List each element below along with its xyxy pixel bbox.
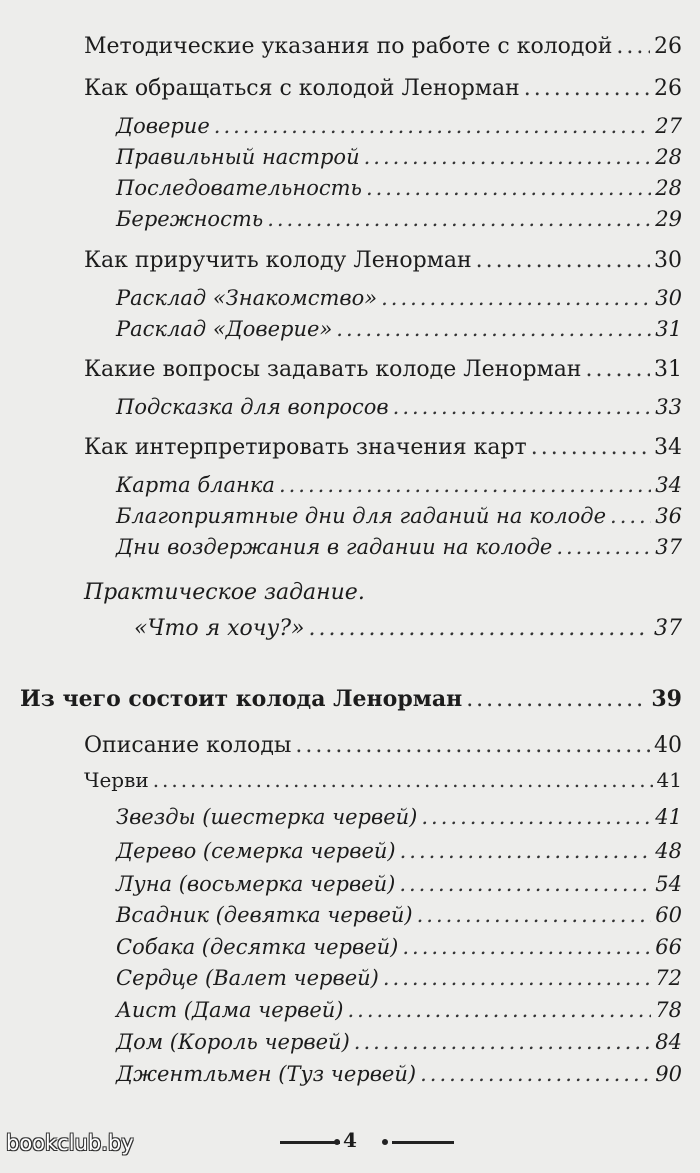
practical-task-title: Практическое задание. <box>84 580 365 605</box>
toc-entry <box>116 1062 682 1086</box>
section-heading <box>20 686 682 712</box>
toc-entry-title: Расклад «Доверие» <box>116 317 333 341</box>
toc-entry-page: 29 <box>655 207 682 231</box>
toc-entry-title: Всадник (девятка червей) <box>116 903 413 927</box>
toc-entry-title: Какие вопросы задавать колоде Ленорман <box>84 357 582 382</box>
toc-entry-page: 40 <box>654 733 682 758</box>
toc-entry-title: Луна (восьмерка червей) <box>116 872 396 896</box>
footer-ornament-right <box>392 1141 454 1144</box>
toc-entry-title: Расклад «Знакомство» <box>116 286 378 310</box>
toc-entry-page: 30 <box>655 286 682 310</box>
toc-entry-page: 27 <box>655 114 682 138</box>
toc-entry-page: 26 <box>654 76 682 101</box>
leader-dots <box>393 395 652 419</box>
toc-entry-title: Дни воздержания в гадании на колоде <box>116 535 553 559</box>
toc-entry-title: Звезды (шестерка червей) <box>116 805 418 829</box>
toc-entry-title: Дерево (семерка червей) <box>116 839 396 863</box>
leader-dots <box>366 176 651 200</box>
toc-entry <box>116 805 682 829</box>
section-heading-title: Из чего состоит колода Ленорман <box>20 686 463 712</box>
toc-entry-page: 72 <box>655 966 682 990</box>
toc-entry-title: Методические указания по работе с колодой <box>84 34 613 59</box>
toc-entry-title: Черви <box>84 768 149 792</box>
toc-entry <box>116 176 682 200</box>
leader-dots <box>381 286 651 310</box>
toc-entry-page: 26 <box>654 34 682 59</box>
toc-entry <box>116 935 682 959</box>
toc-entry <box>116 114 682 138</box>
leader-dots <box>616 34 650 59</box>
section-heading-page: 39 <box>651 686 682 712</box>
toc-entry-page: 60 <box>655 903 682 927</box>
toc-entry-page: 30 <box>654 248 682 273</box>
toc-entry-page: 31 <box>654 357 682 382</box>
toc-entry-page: 41 <box>655 805 682 829</box>
toc-entry <box>116 395 682 419</box>
toc-entry-title: Как интерпретировать значения карт <box>84 435 527 460</box>
toc-entry-page: 34 <box>654 435 682 460</box>
toc-entry <box>116 998 682 1022</box>
leader-dots <box>364 145 652 169</box>
leader-dots <box>476 248 650 273</box>
watermark: bookclub.by <box>6 1131 134 1155</box>
toc-entry <box>116 903 682 927</box>
toc-entry <box>84 76 682 101</box>
toc-entry <box>116 145 682 169</box>
leader-dots <box>153 768 653 792</box>
toc-entry-page: 37 <box>654 616 682 641</box>
toc-entry-title: Бережность <box>116 207 264 231</box>
toc-entry-page: 28 <box>655 145 682 169</box>
toc-entry <box>116 535 682 559</box>
leader-dots <box>279 473 651 497</box>
toc-entry <box>84 768 682 792</box>
toc-entry-page: 48 <box>655 839 682 863</box>
leader-dots <box>295 733 650 758</box>
leader-dots <box>354 1030 652 1054</box>
page-number: 4 <box>343 1128 357 1152</box>
toc-entry-title: Как приручить колоду Ленорман <box>84 248 472 273</box>
toc-entry-title: «Что я хочу?» <box>134 616 305 641</box>
toc-entry <box>84 733 682 758</box>
leader-dots <box>336 317 651 341</box>
leader-dots <box>524 76 650 101</box>
footer-ornament-dot <box>382 1139 388 1145</box>
toc-entry <box>84 357 682 382</box>
toc-entry-title: Собака (десятка червей) <box>116 935 399 959</box>
leader-dots <box>420 1062 651 1086</box>
leader-dots <box>610 504 651 528</box>
toc-entry-page: 66 <box>655 935 682 959</box>
toc-entry-title: Доверие <box>116 114 210 138</box>
toc-entry-title: Дом (Король червей) <box>116 1030 350 1054</box>
toc-entry-title: Правильный настрой <box>116 145 360 169</box>
toc-entry-title: Джентльмен (Туз червей) <box>116 1062 417 1086</box>
toc-entry-page: 37 <box>655 535 682 559</box>
toc-entry <box>116 504 682 528</box>
toc-entry-title: Сердце (Валет червей) <box>116 966 379 990</box>
toc-entry <box>84 435 682 460</box>
leader-dots <box>308 616 650 641</box>
leader-dots <box>399 872 651 896</box>
leader-dots <box>531 435 650 460</box>
toc-entry <box>116 872 682 896</box>
toc-entry-page: 78 <box>655 998 682 1022</box>
toc-entry-title: Последовательность <box>116 176 362 200</box>
toc-entry-page: 31 <box>655 317 682 341</box>
toc-entry-page: 41 <box>656 768 682 792</box>
leader-dots <box>585 357 650 382</box>
leader-dots <box>556 535 651 559</box>
toc-entry-title: Описание колоды <box>84 733 292 758</box>
toc-entry-title: Аист (Дама червей) <box>116 998 344 1022</box>
toc-entry <box>134 616 682 641</box>
leader-dots <box>417 903 652 927</box>
leader-dots <box>421 805 651 829</box>
leader-dots <box>214 114 652 138</box>
toc-entry-page: 84 <box>655 1030 682 1054</box>
toc-entry <box>116 966 682 990</box>
toc-entry-page: 36 <box>655 504 682 528</box>
toc-entry-title: Благоприятные дни для гаданий на колоде <box>116 504 607 528</box>
leader-dots <box>400 839 652 863</box>
toc-entry-title: Подсказка для вопросов <box>116 395 389 419</box>
leader-dots <box>267 207 651 231</box>
toc-entry-title: Карта бланка <box>116 473 275 497</box>
toc-entry-title: Как обращаться с колодой Ленорман <box>84 76 520 101</box>
leader-dots <box>347 998 651 1022</box>
leader-dots <box>383 966 651 990</box>
toc-entry <box>84 248 682 273</box>
toc-entry-page: 90 <box>655 1062 682 1086</box>
toc-entry <box>116 317 682 341</box>
toc-entry <box>84 34 682 59</box>
toc-entry <box>116 473 682 497</box>
toc-entry-page: 33 <box>655 395 682 419</box>
toc-entry <box>116 839 682 863</box>
toc-entry-page: 54 <box>655 872 682 896</box>
toc-entry <box>116 1030 682 1054</box>
toc-entry-page: 34 <box>655 473 682 497</box>
leader-dots <box>402 935 651 959</box>
toc-entry <box>116 207 682 231</box>
toc-entry-page: 28 <box>655 176 682 200</box>
leader-dots <box>466 687 647 712</box>
toc-entry <box>116 286 682 310</box>
